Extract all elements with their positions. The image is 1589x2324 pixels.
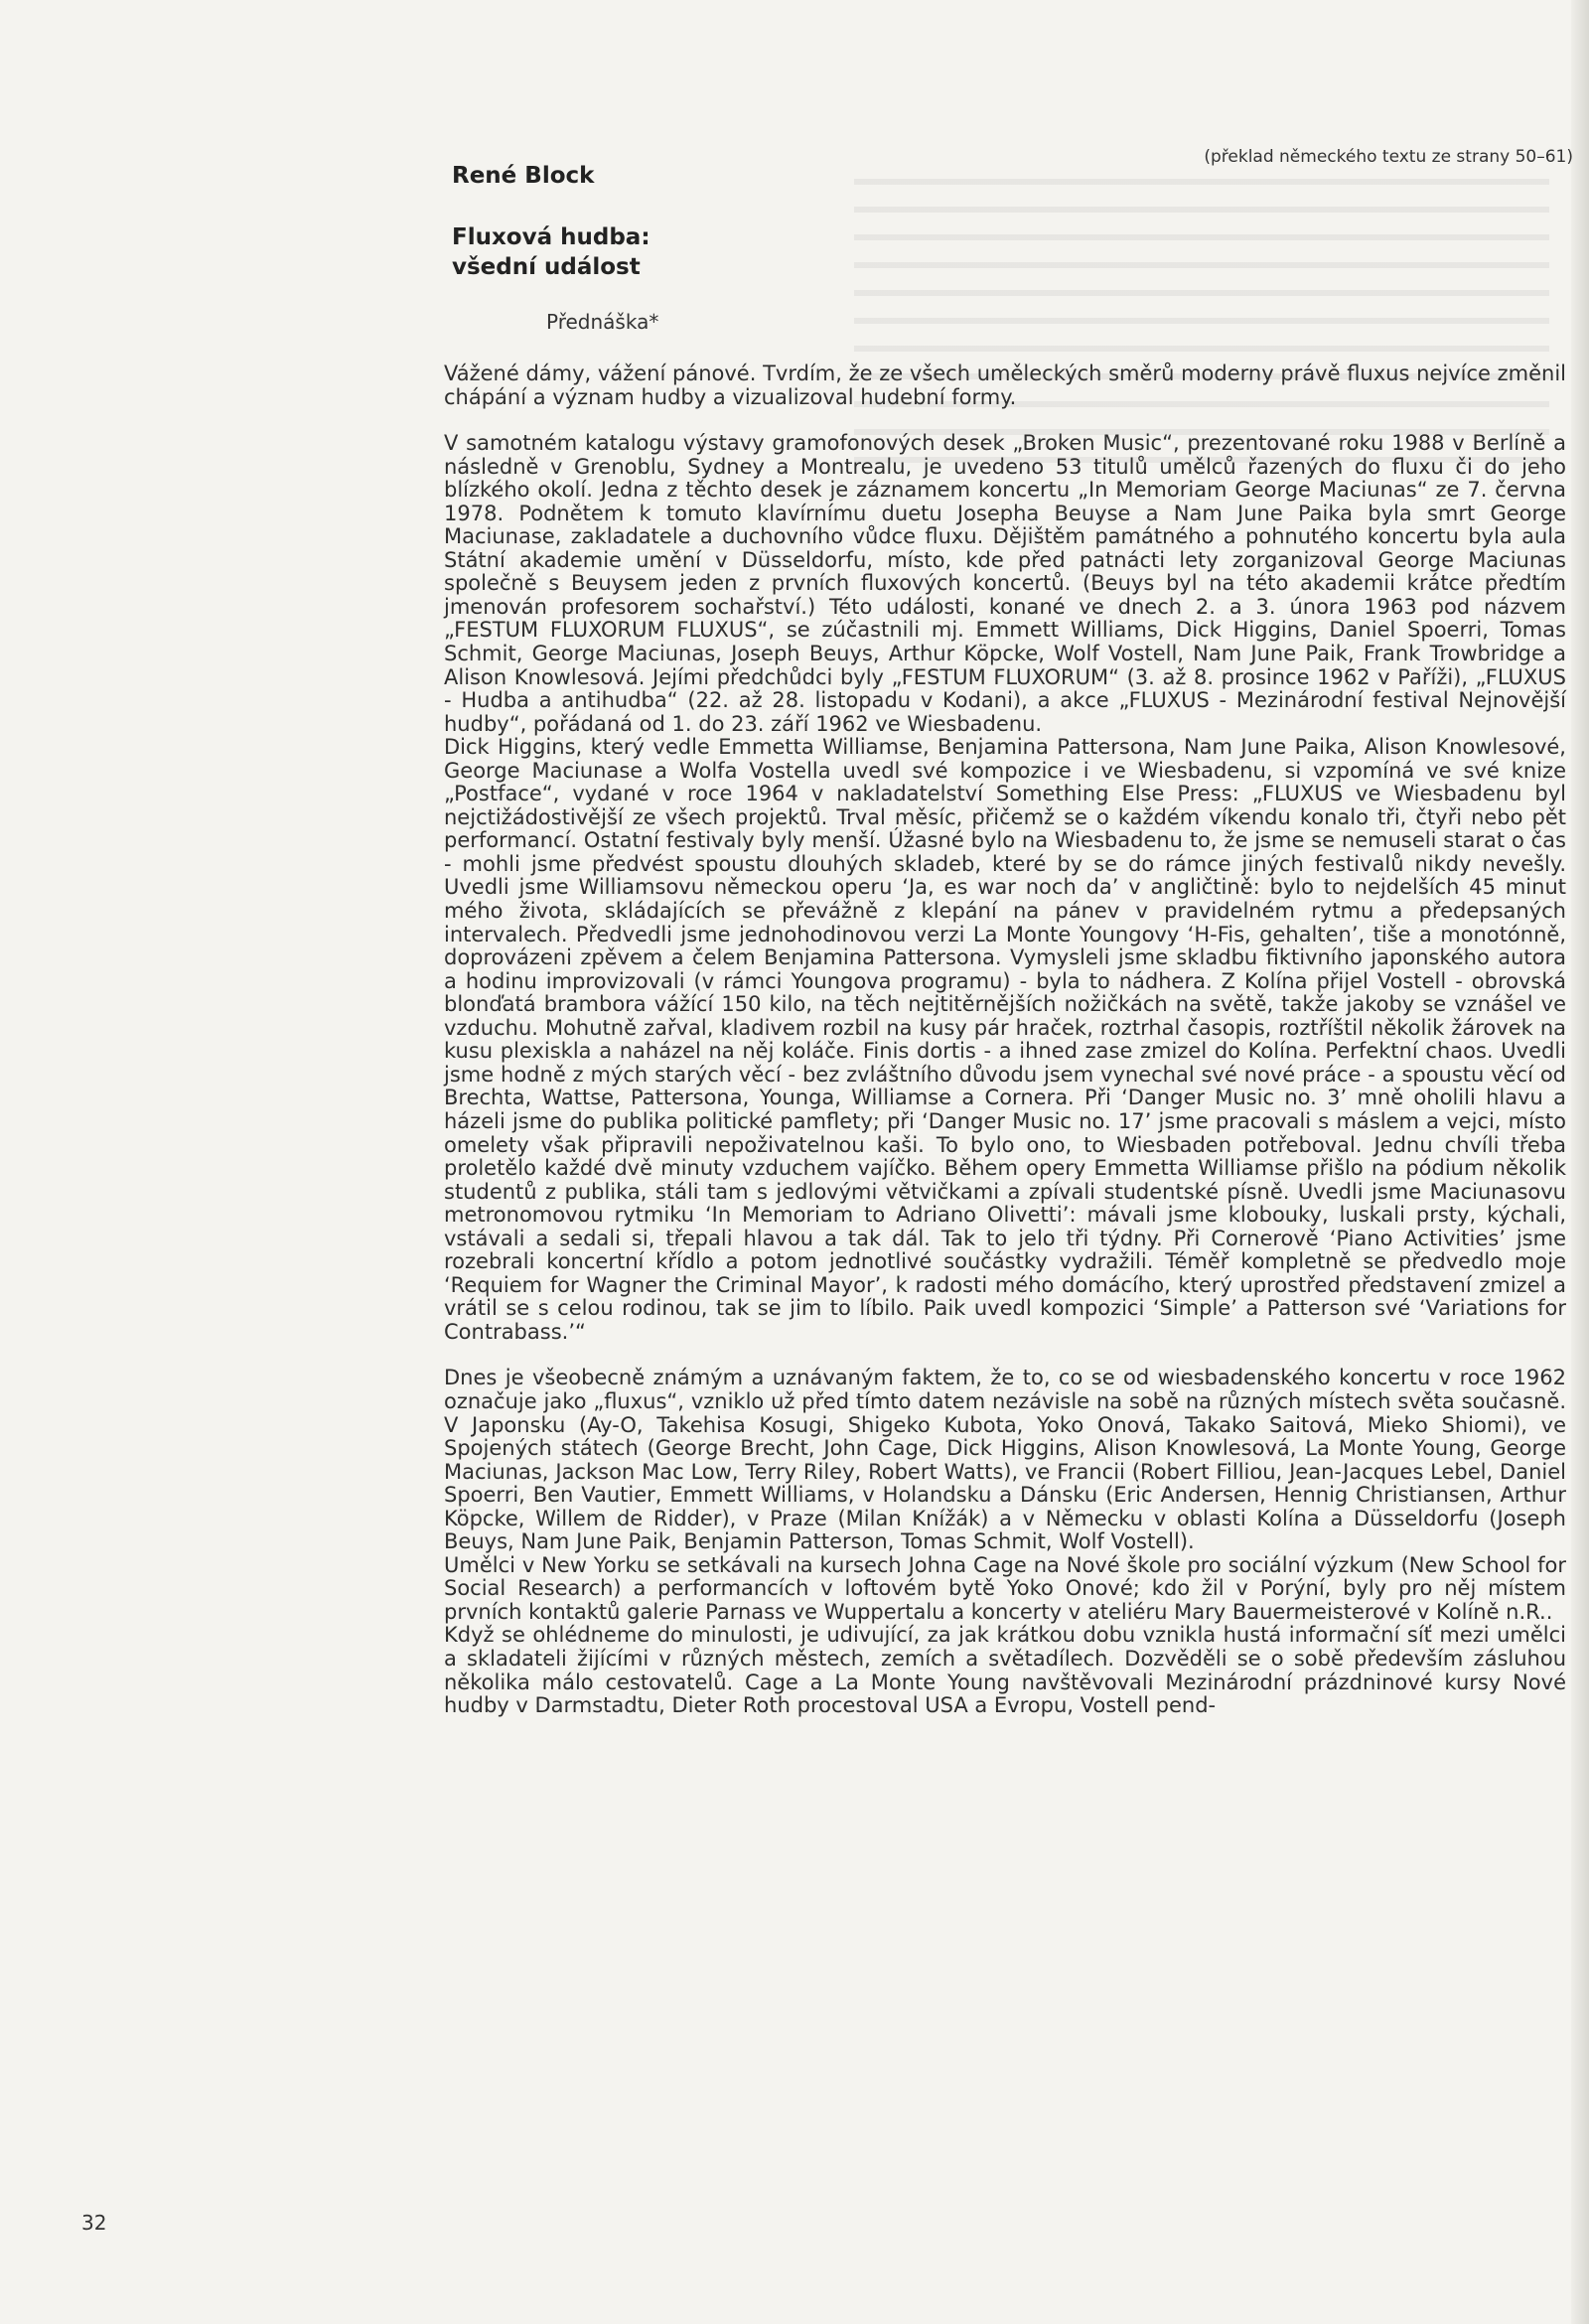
article-title	[452, 222, 849, 282]
title-line-2: všední událost	[452, 254, 641, 280]
paragraph-new-york: Umělci v New Yorku se setkávali na kursech Johna Cage na Nové škole pro sociální výzkum (New School for Social Research) a performancích v loftovém bytě Yoko Onové; kdo žil v Porýní, byly pro něj místem prvních kontaktů galerie Parnass ve Wuppertalu a koncerty v ateliéru Mary Bauermeisterové v Kolíně n.R..	[444, 1552, 1566, 1624]
page-number: 32	[81, 2211, 107, 2235]
author-name: René Block	[452, 163, 595, 189]
paragraph-broken-music: V samotném katalogu výstavy gramofonových desek „Broken Music“, prezentované roku 1988 v Berlíně a následně v Grenoblu, Sydney a Montrealu, je uvedeno 53 titulů umělců řazených do fluxu či do jeho blízkého okolí. Jedna z těchto desek je záznamem koncertu „In Memoriam George Maciunas“ ze 7. června 1978. Podnětem k tomuto klavírnímu duetu Josepha Beuyse a Nam June Paika byla smrt George Maciunase, zakladatele a duchovního vůdce fluxu. Dějištěm památného a pohnutého koncertu byla aula Státní akademie umění v Düsseldorfu, místo, kde před patnácti lety zorganizoval George Maciunas společně s Beuysem jeden z prvních fluxových koncertů. (Beuys byl na této akademii krátce předtím jmenován profesorem sochařství.) Této události, konané ve dnech 2. a 3. února 1963 pod názvem „FESTUM FLUXORUM FLUXUS“, se zúčastnili mj. Emmett Williams, Dick Higgins, Daniel Spoerri, Tomas Schmit, George Maciunas, Joseph Beuys, Arthur Köpcke, Wolf Vostell, Nam June Paik, Frank Trowbridge a Alison Knowlesová. Jejími předchůdci byly „FESTUM FLUXORUM“ (3. až 8. prosince 1962 v Paříži), „FLUXUS - Hudba a antihudba“ (22. až 28. listopadu v Kodani), a akce „FLUXUS - Mezinárodní festival Nejnovější hudby“, pořádaná od 1. do 23. září 1962 ve Wiesbadenu.	[444, 431, 1566, 736]
article-body	[444, 363, 1566, 1718]
title-line-1: Fluxová hudba:	[452, 224, 650, 250]
translation-note: (překlad německého textu ze strany 50–61)	[1204, 147, 1573, 167]
paragraph-origins: Dnes je všeobecně známým a uznávaným faktem, že to, co se od wiesbadenského koncertu v roce 1962 označuje jako „fluxus“, vzniklo už před tímto datem nezávisle na sobě na různých místech světa současně. V Japonsku (Ay-O, Takehisa Kosugi, Shigeko Kubota, Yoko Onová, Takako Saitová, Mieko Shiomi), ve Spojených státech (George Brecht, John Cage, Dick Higgins, Alison Knowlesová, La Monte Young, George Maciunas, Jackson Mac Low, Terry Riley, Robert Watts), ve Francii (Robert Filliou, Jean-Jacques Lebel, Daniel Spoerri, Ben Vautier, Emmett Williams, v Holandsku a Dánsku (Eric Andersen, Hennig Christiansen, Arthur Köpcke, Willem de Ridder), v Praze (Milan Knížák) a v Německu v oblasti Kolína a Düsseldorfu (Joseph Beuys, Nam June Paik, Benjamin Patterson, Tomas Schmit, Wolf Vostell).	[444, 1366, 1566, 1554]
paragraph-higgins-quote: Dick Higgins, který vedle Emmetta Williamse, Benjamina Pattersona, Nam June Paika, Alison Knowlesové, George Maciunase a Wolfa Vostella uvedl své kompozice i ve Wiesbadenu, si vzpomíná ve své knize „Postface“, vydané v roce 1964 v nakladatelství Something Else Press: „FLUXUS ve Wiesbadenu byl nejctižádostivější ze všech projektů. Trval měsíc, přičemž se o každém víkendu konalo tři, čtyři nebo pět performancí. Ostatní festivaly byly menší. Úžasné bylo na Wiesbadenu to, že jsme se nemuseli starat o čas - mohli jsme předvést spoustu dlouhých skladeb, které by se do rámce jiných festivalů nikdy nevešly. Uvedli jsme Williamsovu německou operu ‘Ja, es war noch da’ v angličtině: bylo to nejdelších 45 minut mého života, skládajících se převážně z klepání na pánev v pravidelném rytmu a předepsaných intervalech. Předvedli jsme jednohodinovou verzi La Monte Youngovy ‘H-Fis, gehalten’, tiše a monotónně, doprovázeni zpěvem a čelem Benjamina Pattersona. Vymysleli jsme skladbu fiktivního japonského autora a hodinu improvizovali (v rámci Youngova programu) - byla to nádhera. Z Kolína přijel Vostell - obrovská blonďatá brambora vážící 150 kilo, na těch nejtitěrnějších nožičkách na světě, takže jakoby se vznášel ve vzduchu. Mohutně zařval, kladivem rozbil na kusy pár hraček, roztrhal časopis, roztříštil několik žárovek na kusu plexiskla a naházel na něj koláče. Finis dortis - a ihned zase zmizel do Kolína. Perfektní chaos. Uvedli jsme hodně z mých starých věcí - bez zvláštního důvodu jsem vynechal své nové práce - a spoustu věcí od Brechta, Wattse, Pattersona, Younga, Williamse a Cornera. Při ‘Danger Music no. 3’ mně oholili hlavu a házeli jsme do publika politické pamflety; při ‘Danger Music no. 17’ jsme pracovali s máslem a vejci, místo omelety však připravili nepoživatelnou kaši. To bylo ono, to Wiesbaden potřeboval. Jednu chvíli třeba proletělo každé dvě minuty vzduchem vajíčko. Během opery Emmetta Williamse přišlo na pódium několik studentů z publika, stáli tam s jedlovými větvičkami a zpívali studentské písně. Uvedli jsme Maciunasovu metronomovou rytmiku ‘In Memoriam to Adriano Olivetti’: mávali jsme klobouky, luskali prsty, kýchali, vstávali a sedali si, třepali hlavou a tak dál. Tak to jelo tři týdny. Při Cornerově ‘Piano Activities’ jsme rozebrali koncertní křídlo a potom jednotlivé součástky vydražili. Téměř kompletně se předvedlo moje ‘Requiem for Wagner the Criminal Mayor’, k radosti mého domácího, který uprostřed představení zmizel a vrátil se s celou rodinou, tak se jim to líbilo. Paik uvedl kompozici ‘Simple’ a Patterson své ‘Variations for Contrabass.’“	[444, 735, 1566, 1344]
page-edge	[1571, 0, 1589, 2324]
paragraph-intro: Vážené dámy, vážení pánové. Tvrdím, že ze všech uměleckých směrů moderny právě fluxus nejvíce změnil chápání a význam hudby a vizualizoval hudební formy.	[444, 362, 1566, 409]
lecture-subtitle: Přednáška*	[546, 310, 659, 334]
paragraph-network: Když se ohlédneme do minulosti, je udivující, za jak krátkou dobu vznikla hustá informační síť mezi umělci a skladateli žijícími v různých městech, zemích a světadílech. Dozvěděli se o sobě především zásluhou několika málo cestovatelů. Cage a La Monte Young navštěvovali Mezinárodní prázdninové kursy Nové hudby v Darmstadtu, Dieter Roth procestoval USA a Evropu, Vostell pend-	[444, 1623, 1566, 1718]
